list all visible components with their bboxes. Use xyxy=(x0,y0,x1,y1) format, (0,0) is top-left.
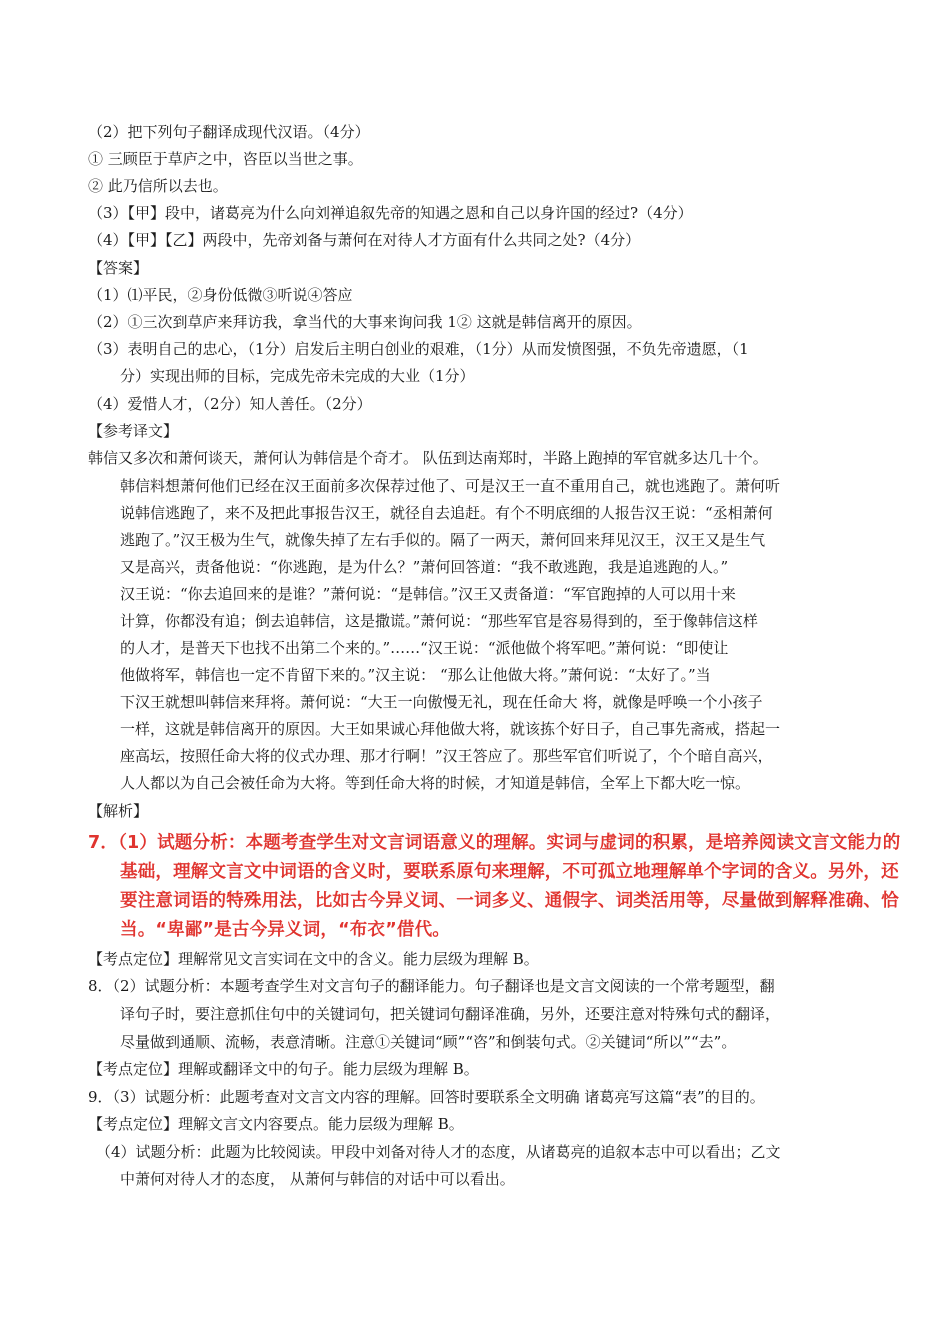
kaodian-8: 【考点定位】理解或翻译文中的句子。能力层级为理解 B。 xyxy=(88,1060,479,1078)
analysis-8-line-2: 译句子时，要注意抓住句中的关键词句，把关键词句翻译准确，另外，还要注意对特殊句式的翻译， xyxy=(120,1005,781,1023)
answer-1: （1）⑴平民，②身份低微③听说④答应 xyxy=(88,286,353,304)
kaodian-7: 【考点定位】理解常见文言实词在文中的含义。能力层级为理解 B。 xyxy=(88,950,539,968)
answer-3-line-1: （3）表明自己的忠心，（1分）启发后主明白创业的艰难，（1分）从而发愤图强，不负先帝遗愿，（1 xyxy=(88,340,749,358)
analysis-heading: 【解析】 xyxy=(88,802,149,820)
translation-line: 韩信料想萧何他们已经在汉王面前多次保荐过他了、可是汉王一直不重用自己，就也逃跑了。萧何听 xyxy=(120,477,781,495)
question-4: （4）【甲】【乙】两段中，先帝刘备与萧何在对待人才方面有什么共同之处?（4分） xyxy=(88,231,641,249)
analysis-7-red-line: 基础，理解文言文中词语的含义时，要联系原句来理解，不可孤立地理解单个字词的含义。另外，还 xyxy=(120,862,899,882)
analysis-8-line-1: 8．（2）试题分析：本题考查学生对文言句子的翻译能力。句子翻译也是文言文阅读的一个常考题型，翻 xyxy=(88,977,775,995)
translation-line: 一样，这就是韩信离开的原因。大王如果诚心拜他做大将，就该拣个好日子，自己事先斋戒，搭起一 xyxy=(120,720,781,738)
translation-line: 计算，你都没有追；倒去追韩信，这是撒谎。”萧何说：“那些军官是容易得到的，至于像韩信这样 xyxy=(120,612,758,630)
translation-line: 人人都以为自己会被任命为大将。等到任命大将的时候，才知道是韩信，全军上下都大吃一惊。 xyxy=(120,774,751,792)
answer-4: （4）爱惜人才，（2分）知人善任。（2分） xyxy=(88,395,372,413)
translation-line: 说韩信逃跑了，来不及把此事报告汉王，就径自去追赶。有个不明底细的人报告汉王说：“丞相萧何 xyxy=(120,504,773,522)
answer-3-line-2: 分）实现出师的目标，完成先帝未完成的大业（1分） xyxy=(120,367,475,385)
translation-line: 韩信又多次和萧何谈天，萧何认为韩信是个奇才。 队伍到达南郑时，半路上跑掉的军官就多达几十个。 xyxy=(88,449,768,467)
analysis-9: 9．（3）试题分析：此题考查对文言文内容的理解。回答时要联系全文明确 诸葛亮写这篇“表”的目的。 xyxy=(88,1088,765,1106)
translation-line: 的人才，是普天下也找不出第二个来的。”……“汉王说：“派他做个将军吧。”萧何说：“即使让 xyxy=(120,639,729,657)
translation-line: 逃跑了。”汉王极为生气，就像失掉了左右手似的。隔了一两天，萧何回来拜见汉王，汉王又是生气 xyxy=(120,531,766,549)
question-3: （3）【甲】段中，诸葛亮为什么向刘禅追叙先帝的知遇之恩和自己以身许国的经过?（4分） xyxy=(88,204,693,222)
translation-line: 汉王说：“你去追回来的是谁？”萧何说：“是韩信。”汉王又责备道：“军官跑掉的人可以用十来 xyxy=(120,585,736,603)
analysis-10-line-1: （4）试题分析：此题为比较阅读。甲段中刘备对待人才的态度，从诸葛亮的追叙本志中可以看出；乙文 xyxy=(96,1143,781,1161)
question-2-item-2: ② 此乃信所以去也。 xyxy=(88,177,228,195)
analysis-7-red-line: 当。“卑鄙”是古今异义词，“布衣”借代。 xyxy=(120,920,451,940)
analysis-7-red-line: 要注意词语的特殊用法，比如古今异义词、一词多义、通假字、词类活用等，尽量做到解释准确、恰 xyxy=(120,891,899,911)
analysis-10-line-2: 中萧何对待人才的态度， 从萧何与韩信的对话中可以看出。 xyxy=(120,1170,515,1188)
question-2-item-1: ① 三顾臣于草庐之中，咨臣以当世之事。 xyxy=(88,150,363,168)
answer-heading: 【答案】 xyxy=(88,259,149,277)
translation-heading: 【参考译文】 xyxy=(88,422,179,440)
translation-line: 又是高兴，责备他说：“你逃跑，是为什么？”萧何回答道：“我不敢逃跑，我是追逃跑的人。” xyxy=(120,558,729,576)
analysis-8-line-3: 尽量做到通顺、流畅，表意清晰。注意①关键词“顾”“咨”和倒装句式。②关键词“所以”“去”。 xyxy=(120,1033,737,1051)
question-2-title: （2）把下列句子翻译成现代汉语。（4分） xyxy=(88,123,370,141)
translation-line: 下汉王就想叫韩信来拜将。萧何说：“大王一向傲慢无礼，现在任命大 将，就像是呼唤一个小孩子 xyxy=(120,693,763,711)
translation-line: 座高坛，按照任命大将的仪式办理、那才行啊！”汉王答应了。那些军官们听说了，个个暗自高兴， xyxy=(120,747,773,765)
kaodian-9: 【考点定位】理解文言文内容要点。能力层级为理解 B。 xyxy=(88,1115,464,1133)
answer-2: （2）①三次到草庐来拜访我，拿当代的大事来询问我 1② 这就是韩信离开的原因。 xyxy=(88,313,642,331)
translation-line: 他做将军，韩信也一定不肯留下来的。”汉主说： “那么让他做大将。”萧何说：“太好了。”当 xyxy=(120,666,711,684)
analysis-7-red-line: 7．（1）试题分析：本题考查学生对文言词语意义的理解。实词与虚词的积累，是培养阅读文言文能力的 xyxy=(88,833,901,853)
